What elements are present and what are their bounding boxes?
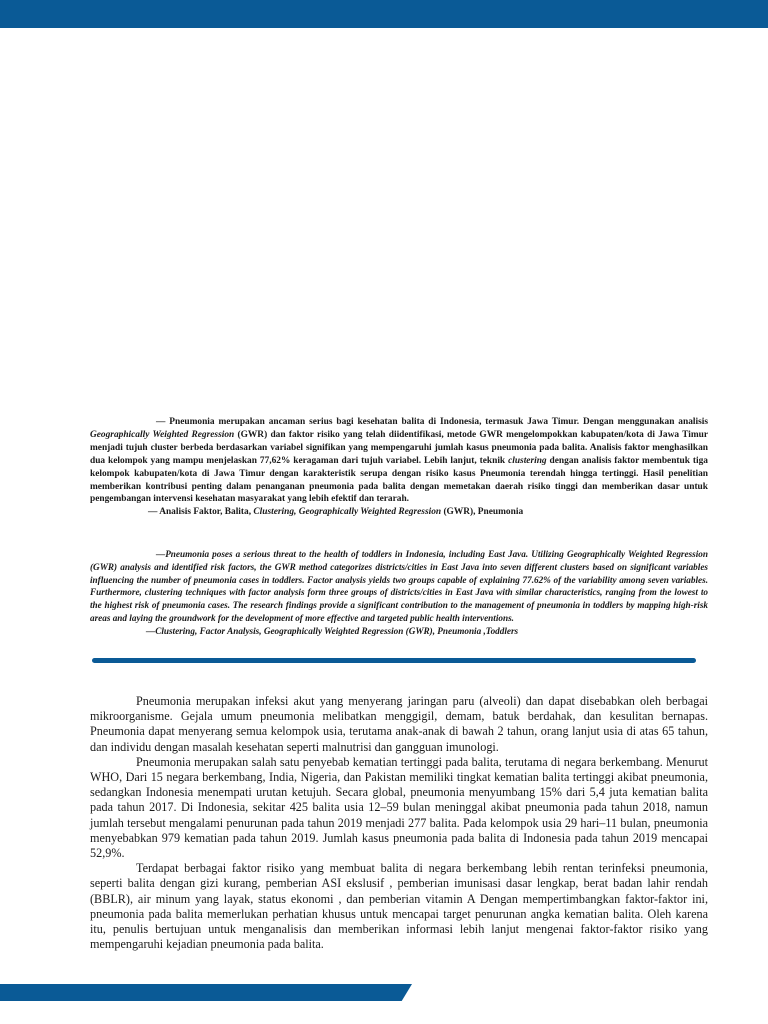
introduction-body: [90, 694, 708, 952]
keywords-english: —Clustering, Factor Analysis, Geographically Weighted Regression (GWR), Pneumonia ,Toddlers: [146, 625, 519, 636]
abstract-en-body: —Pneumonia poses a serious threat to the health of toddlers in Indonesia, including East Java. Utilizing Geographically Weighted Regression (GWR) analysis and identified risk factors, the GWR method categorizes districts/cities in East Java into seven different clusters based on significant variables influencing the number of pneumonia cases in toddlers. Factor analysis yields two groups capable of explaining 77.62% of the variability among seven variables. Furthermore, clustering techniques with factor analysis form three groups of districts/cities in East Java with similar characteristics, ranging from the lowest to the highest risk of pneumonia cases. The research findings provide a significant contribution to the management of pneumonia in toddlers by mapping high-risk areas and laying the groundwork for the development of more effective and targeted public health interventions.: [90, 549, 708, 623]
abstract-english: [90, 548, 708, 638]
abstract-id-italic-1: Geographically Weighted Regression: [90, 429, 235, 440]
abstract-indonesian: [90, 416, 708, 519]
abstract-id-text-1: — Pneumonia merupakan ancaman serius bagi kesehatan balita di Indonesia, termasuk Jawa Timur. Dengan menggunakan analisis: [156, 417, 708, 427]
keywords-id-prefix: — Analisis Faktor, Balita,: [148, 507, 254, 518]
section-divider: [92, 658, 696, 663]
paragraph-3: Terdapat berbagai faktor risiko yang membuat balita di negara berkembang lebih rentan terinfeksi pneumonia, seperti balita dengan gizi kurang, pemberian ASI ekslusif , pemberian imunisasi dasar lengkap, berat badan lahir rendah (BBLR), air minum yang layak, status ekonomi , dan pemberian vitamin A Dengan mempertimbangkan faktor-faktor ini, pneumonia pada balita memerlukan perhatian khusus untuk mencapai target penurunan angka kematian balita. Oleh karena itu, penulis bertujuan untuk menganalisis dan memberikan informasi lebih lanjut mengenai faktor-faktor risiko yang mempengaruhi kejadian pneumonia pada balita.: [90, 861, 708, 952]
paragraph-2: Pneumonia merupakan salah satu penyebab kematian tertinggi pada balita, terutama di negara berkembang. Menurut WHO, Dari 15 negara berkembang, India, Nigeria, dan Pakistan memiliki tingkat kematian balita tertinggi akibat pneumonia, sedangkan Indonesia menempati urutan ketujuh. Secara global, pneumonia menyumbang 15% dari 5,4 juta kematian balita pada tahun 2017. Di Indonesia, sekitar 425 balita usia 12–59 bulan meninggal akibat pneumonia pada tahun 2018, namun jumlah tersebut mengalami penurunan pada tahun 2019 menjadi 277 balita. Pada kelompok usia 29 hari–11 bulan, pneumonia menyebabkan 979 kematian pada tahun 2019. Jumlah kasus pneumonia pada balita di Indonesia pada tahun 2019 mencapai 52,9%.: [90, 754, 708, 861]
keywords-id-italic: Clustering, Geographically Weighted Regression: [253, 507, 442, 518]
keywords-indonesian: [90, 506, 708, 519]
abstract-id-italic-2: clustering: [508, 455, 547, 466]
header-band: [0, 0, 768, 28]
paragraph-1: Pneumonia merupakan infeksi akut yang menyerang jaringan paru (alveoli) dan dapat disebabkan oleh berbagai mikroorganisme. Gejala umum pneumonia melibatkan menggigil, demam, batuk berdahak, dan kesulitan bernapas. Pneumonia dapat menyerang semua kelompok usia, terutama anak-anak di bawah 2 tahun, orang lanjut usia di atas 65 tahun, dan individu dengan masalah kesehatan seperti malnutrisi dan gangguan imunologi.: [90, 694, 708, 754]
abstract-id-text-3: dengan analisis faktor membentuk tiga kelompok kabupaten/kota di Jawa Timur dengan karakteristik serupa dengan risiko kasus Pneumonia terendah hingga tertinggi. Hasil penelitian memberikan kontribusi penting dalam penanganan pneumonia pada balita dengan memetakan daerah risiko tinggi dan memberikan dasar untuk pengembangan intervensi kesehatan masyarakat yang lebih efektif dan terarah.: [90, 455, 708, 505]
abstract-id-text-2: (GWR) dan faktor risiko yang telah diidentifikasi, metode GWR mengelompokkan kabupaten/kota di Jawa Timur menjadi tujuh cluster berbeda berdasarkan variabel signifikan yang mempengaruhi jumlah kasus pneumonia pada balita. Analisis faktor menghasilkan dua kelompok yang mampu menjelaskan 77,62% keragaman dari tujuh variabel. Lebih lanjut, teknik: [90, 429, 709, 466]
footer-band: [0, 984, 412, 1001]
keywords-id-suffix: (GWR), Pneumonia: [441, 507, 524, 518]
abstract-id-body: [90, 416, 708, 506]
